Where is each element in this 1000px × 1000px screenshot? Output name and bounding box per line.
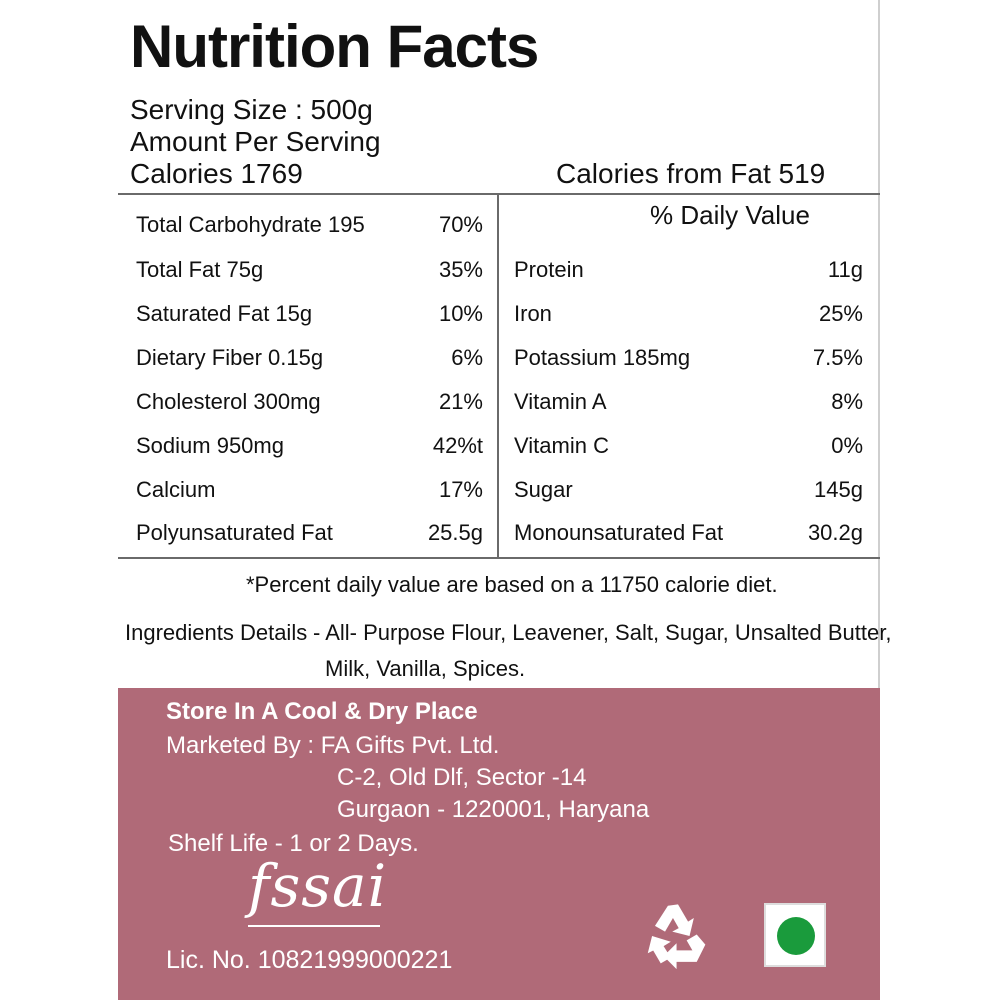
column-divider <box>497 194 499 558</box>
nutrient-value: 21% <box>438 389 483 414</box>
nutrient-value: 0% <box>831 433 863 458</box>
nutrient-name: Total Carbohydrate 195 <box>136 212 365 237</box>
serving-size: Serving Size : 500g <box>130 94 373 125</box>
bottom-divider <box>118 557 880 559</box>
nutrient-value: 11g <box>827 257 863 282</box>
veg-mark-icon <box>764 903 826 967</box>
nutrient-name: Vitamin C <box>514 433 609 458</box>
nutrient-value: 25.5g <box>427 520 483 545</box>
nutrient-value: 42%t <box>432 433 483 458</box>
marketed-by: Marketed By : FA Gifts Pvt. Ltd. <box>166 732 500 759</box>
address-line-1: C-2, Old Dlf, Sector -14 <box>337 764 587 791</box>
nutrient-name: Total Fat 75g <box>136 257 264 282</box>
nutrient-name: Sodium 950mg <box>136 433 284 458</box>
page-border-right <box>878 0 880 688</box>
nutrient-value: 25% <box>818 301 863 326</box>
license-number: Lic. No. 10821999000221 <box>166 946 453 974</box>
ingredients-label: Ingredients Details <box>125 620 308 645</box>
nutrient-value: 7.5% <box>812 345 863 370</box>
veg-mark-dot <box>777 917 815 955</box>
label-title: Nutrition Facts <box>130 13 539 80</box>
nutrient-value: 145g <box>814 477 863 502</box>
nutrient-name: Cholesterol 300mg <box>136 389 321 414</box>
nutrient-value: 8% <box>831 389 863 414</box>
nutrient-name: Saturated Fat 15g <box>136 301 313 326</box>
top-divider <box>118 193 880 195</box>
amount-per-serving: Amount Per Serving <box>130 126 381 157</box>
daily-value-heading: % Daily Value <box>650 200 810 230</box>
nutrient-name: Calcium <box>136 477 216 502</box>
nutrient-name: Monounsaturated Fat <box>514 520 724 545</box>
nutrient-value: 30.2g <box>807 520 863 545</box>
storage-instruction: Store In A Cool & Dry Place <box>166 698 478 725</box>
nutrient-name: Vitamin A <box>514 389 607 414</box>
daily-value-footnote: *Percent daily value are based on a 11750 calorie diet. <box>246 572 778 597</box>
nutrient-name: Protein <box>514 257 584 282</box>
nutrient-value: 70% <box>438 212 483 237</box>
ingredients-line-1: - All- Purpose Flour, Leavener, Salt, Sugar, Unsalted Butter, <box>313 620 892 645</box>
shelf-life: Shelf Life - 1 or 2 Days. <box>168 830 419 857</box>
recycle-icon <box>640 900 716 972</box>
nutrient-name: Polyunsaturated Fat <box>136 520 333 545</box>
nutrient-value: 6% <box>451 345 483 370</box>
nutrient-name: Potassium 185mg <box>514 345 691 370</box>
nutrient-value: 35% <box>438 257 483 282</box>
nutrient-name: Dietary Fiber 0.15g <box>136 345 324 370</box>
nutrient-value: 17% <box>438 477 483 502</box>
calories: Calories 1769 <box>130 158 303 189</box>
fssai-logo-underline <box>248 925 380 927</box>
fssai-logo: fssai <box>248 852 388 920</box>
address-line-2: Gurgaon - 1220001, Haryana <box>337 796 650 823</box>
ingredients-line-2: Milk, Vanilla, Spices. <box>325 656 526 681</box>
nutrient-value: 10% <box>438 301 483 326</box>
calories-from-fat: Calories from Fat 519 <box>556 158 826 189</box>
nutrient-name: Sugar <box>514 477 573 502</box>
nutrient-name: Iron <box>514 301 552 326</box>
